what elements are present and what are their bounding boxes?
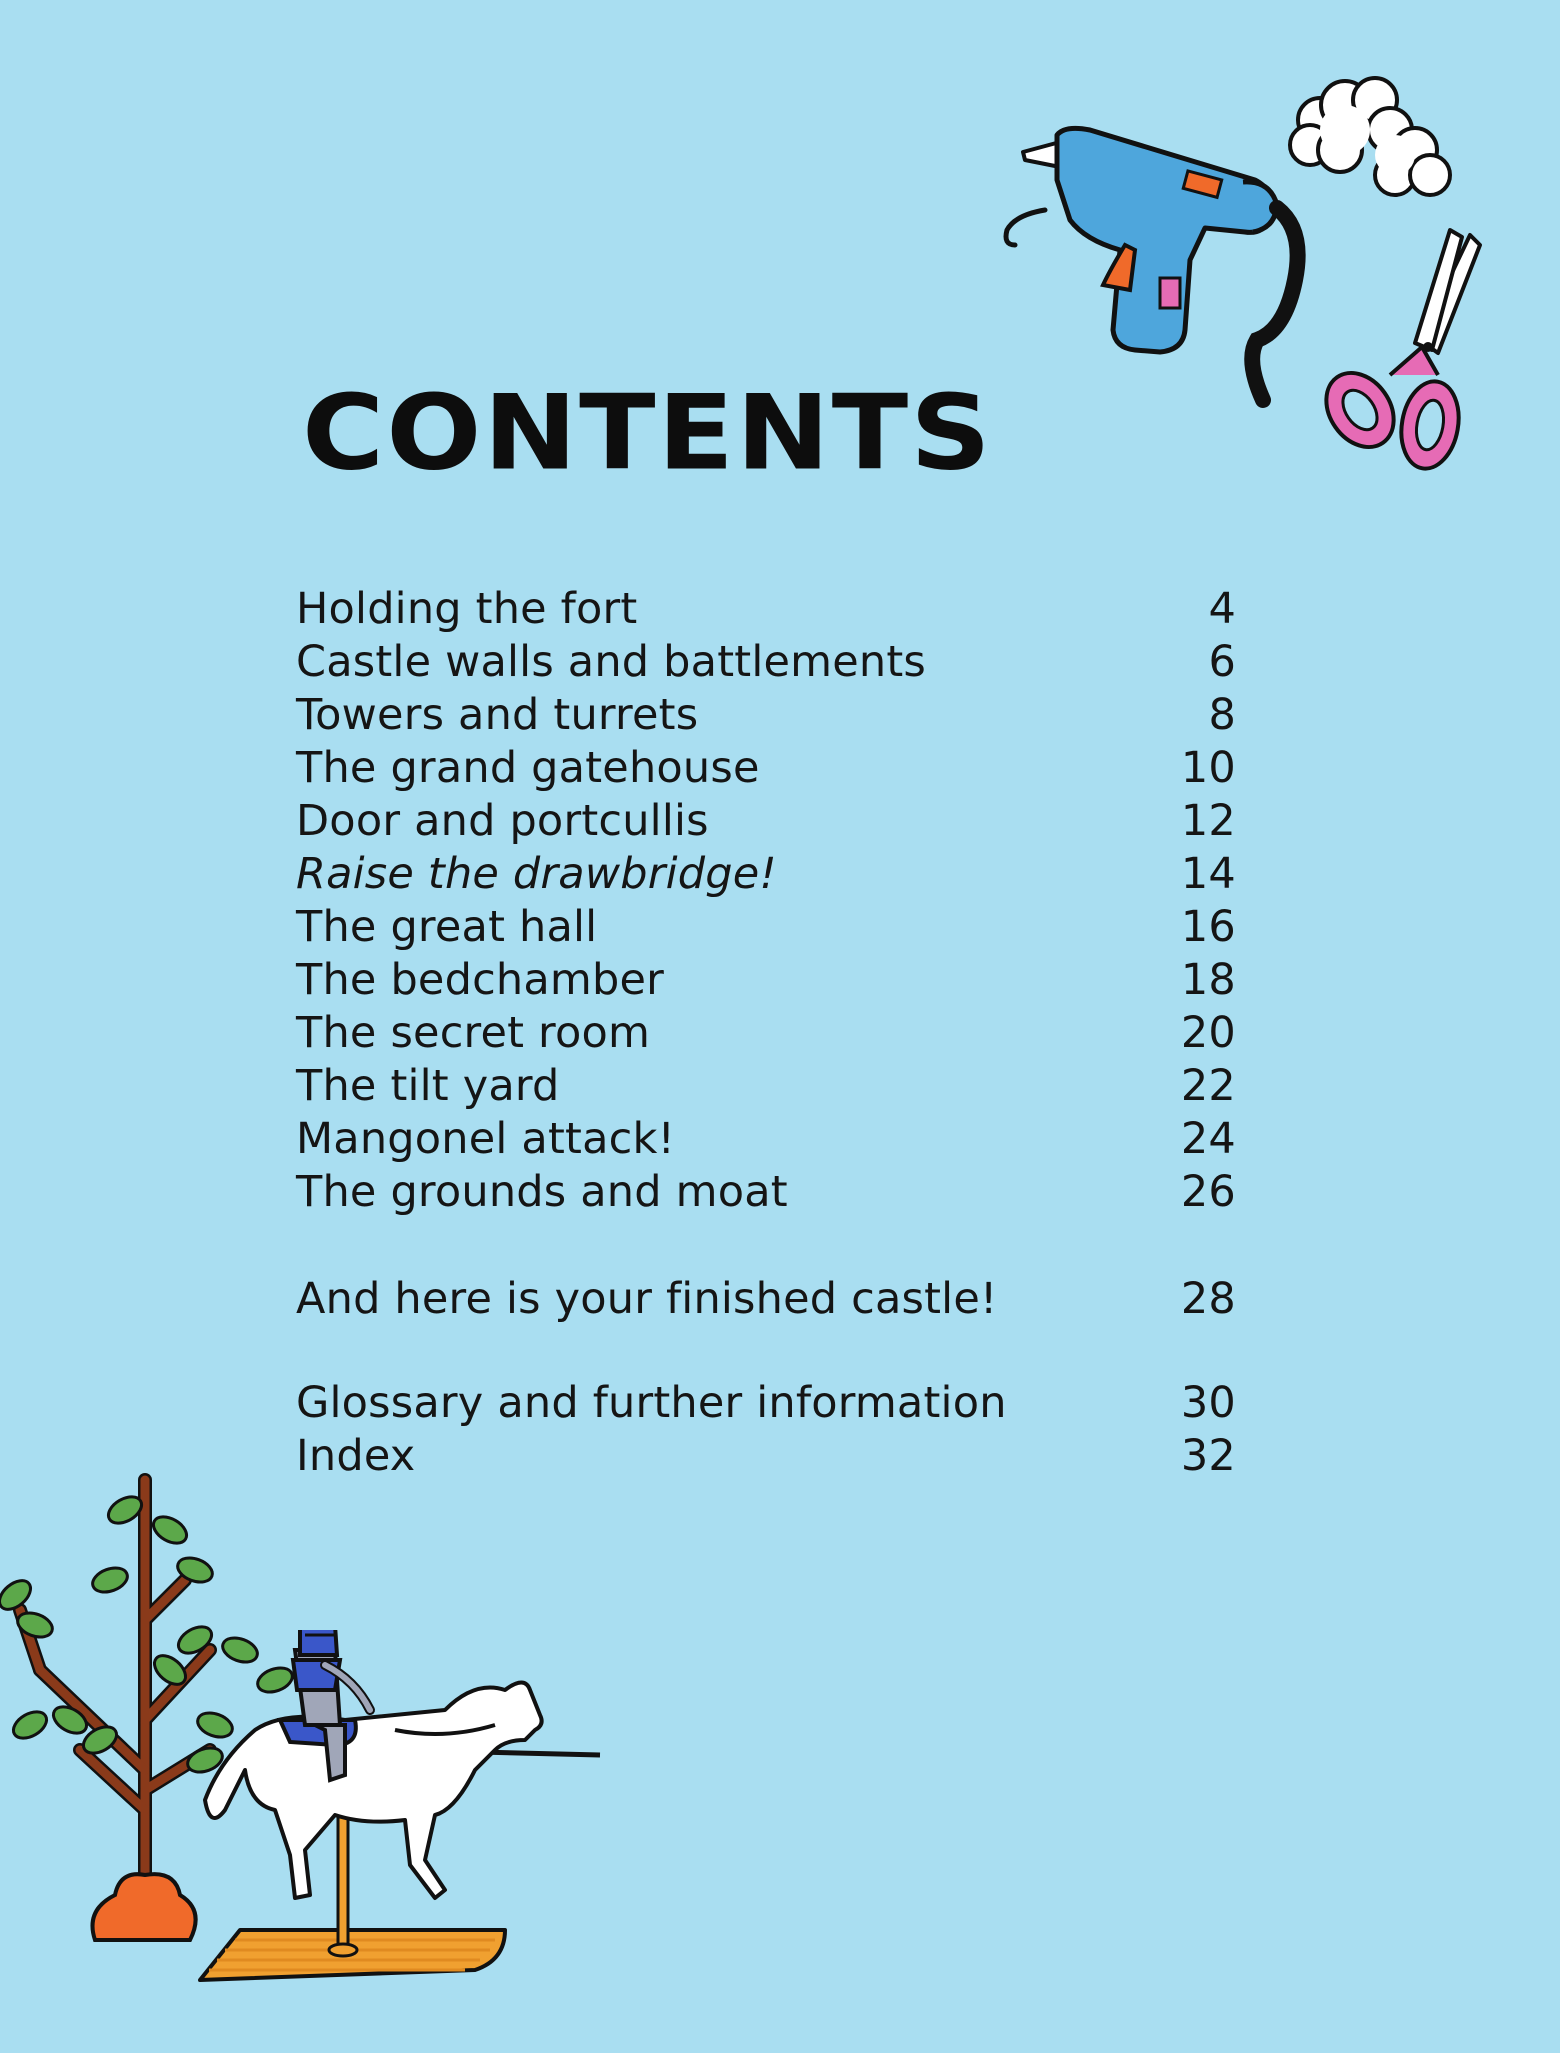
toc-entry-label: Index <box>296 1430 416 1481</box>
knight-on-horse-icon <box>195 1630 605 2000</box>
toc-entry-page: 28 <box>1180 1273 1236 1324</box>
toc-entry[interactable] <box>296 1112 1236 1165</box>
toc-entry[interactable] <box>296 1006 1236 1059</box>
toc-entry[interactable] <box>296 953 1236 1006</box>
toc-entry-page: 10 <box>1180 742 1236 793</box>
toc-entry[interactable] <box>296 1165 1236 1218</box>
toc-entry-page: 12 <box>1180 795 1236 846</box>
toc-entry-page: 14 <box>1180 848 1236 899</box>
toc-entry-label: The tilt yard <box>296 1060 560 1111</box>
toc-entry-label: The secret room <box>296 1007 651 1058</box>
toc-entry[interactable] <box>296 847 1236 900</box>
toc-entry-label: Door and portcullis <box>296 795 709 846</box>
toc-entry-page: 22 <box>1180 1060 1236 1111</box>
toc-entry-label: And here is your finished castle! <box>296 1273 998 1324</box>
toc-entry-page: 24 <box>1180 1113 1236 1164</box>
toc-entry[interactable] <box>296 1059 1236 1112</box>
toc-entry[interactable] <box>296 1376 1236 1429</box>
toc-entry[interactable] <box>296 582 1236 635</box>
toc-entry-page: 4 <box>1208 583 1236 634</box>
toc-entry-page: 32 <box>1180 1430 1236 1481</box>
toc-entry[interactable] <box>296 741 1236 794</box>
page-title: CONTENTS <box>302 373 993 494</box>
toc-entry-label: The grand gatehouse <box>296 742 760 793</box>
toc-entry-page: 18 <box>1180 954 1236 1005</box>
toc-entry-label: Raise the drawbridge! <box>296 848 777 899</box>
toc-entry-label: The bedchamber <box>296 954 665 1005</box>
toc-entry-label: The grounds and moat <box>296 1166 788 1217</box>
toc-entry[interactable] <box>296 794 1236 847</box>
toc-entry[interactable] <box>296 635 1236 688</box>
toc-entry[interactable] <box>296 900 1236 953</box>
toc-entry-label: Mangonel attack! <box>296 1113 676 1164</box>
toc-entry-page: 6 <box>1208 636 1236 687</box>
toc-entry-page: 26 <box>1180 1166 1236 1217</box>
toc-entry-label: Holding the fort <box>296 583 638 634</box>
toc-entry-label: Castle walls and battlements <box>296 636 926 687</box>
toc-entry-label: Glossary and further information <box>296 1377 1007 1428</box>
toc-entry[interactable] <box>296 1272 1236 1325</box>
toc-entry[interactable] <box>296 1429 1236 1482</box>
toc-entry-page: 16 <box>1180 901 1236 952</box>
toc-entry-page: 8 <box>1208 689 1236 740</box>
toc-entry-label: Towers and turrets <box>296 689 699 740</box>
toc-entry-label: The great hall <box>296 901 598 952</box>
toc-entry-page: 20 <box>1180 1007 1236 1058</box>
toc-entry-page: 30 <box>1180 1377 1236 1428</box>
toc-entry[interactable] <box>296 688 1236 741</box>
